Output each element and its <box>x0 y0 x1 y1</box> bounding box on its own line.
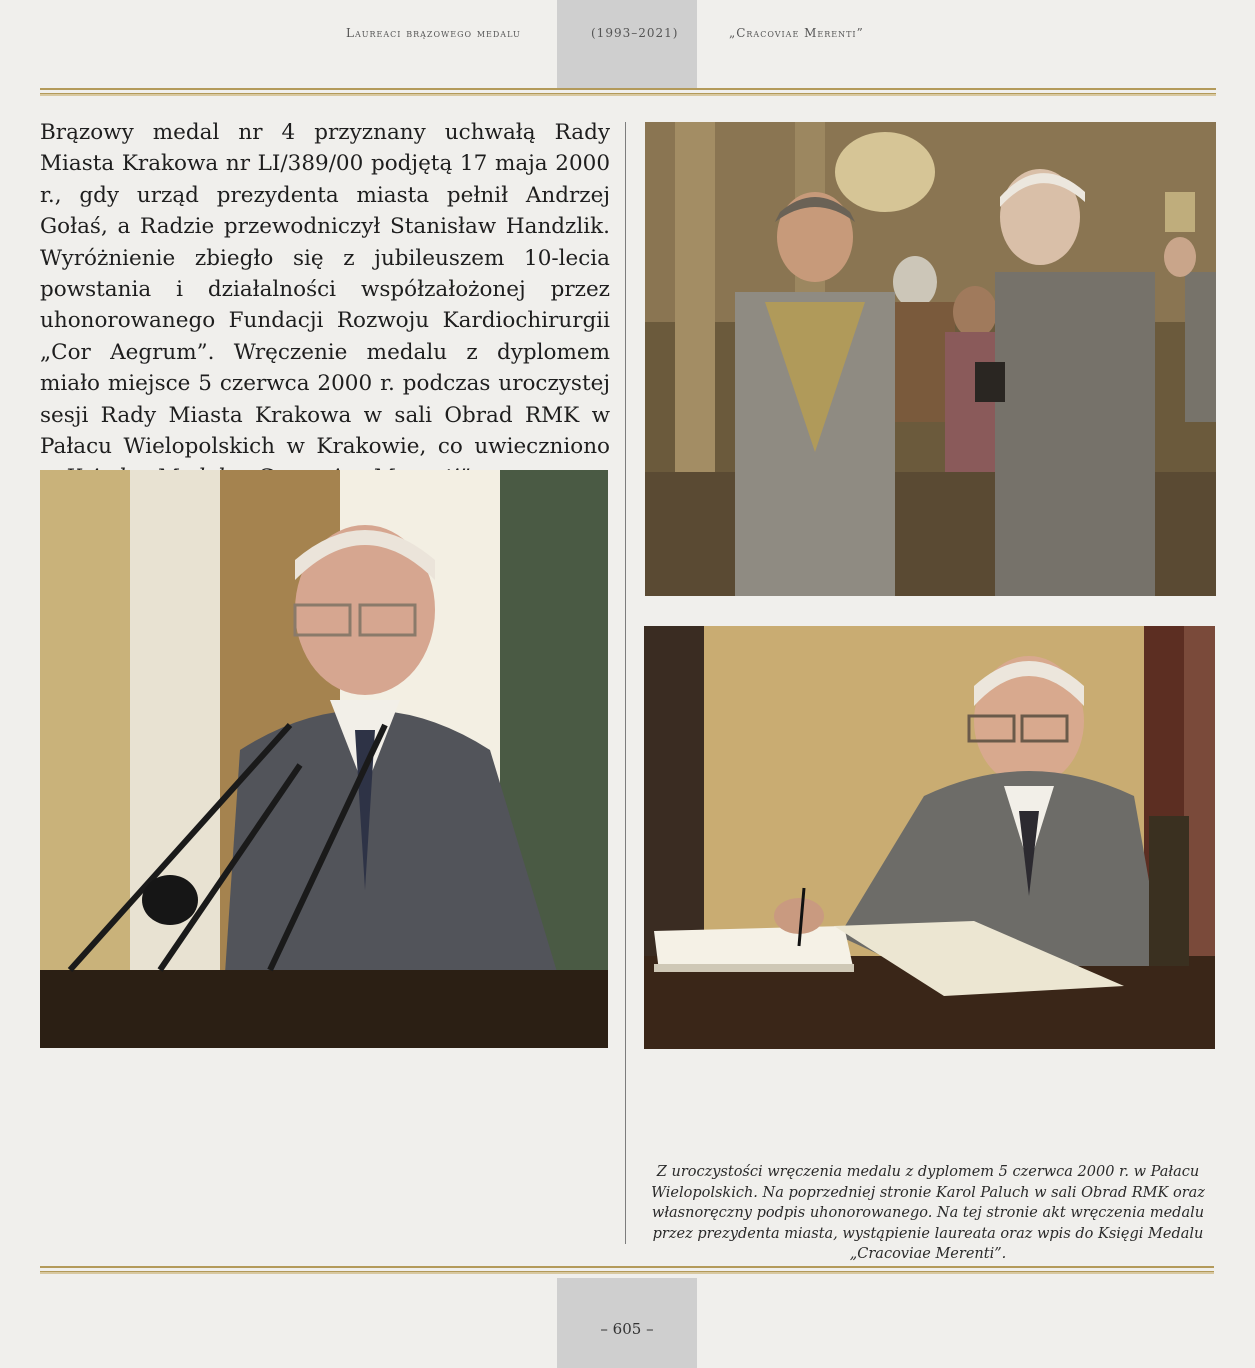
photo-medal-handover <box>645 122 1216 596</box>
photo-laureate-speech <box>40 470 608 1048</box>
running-header-right: „Cracoviae Merenti” <box>729 26 864 40</box>
bottom-gold-rule <box>40 1266 1214 1272</box>
column-divider <box>625 122 626 1244</box>
running-header-left: Laureaci brązowego medalu <box>346 26 521 40</box>
paragraph-text: Brązowy medal nr 4 przyznany uchwałą Rady Miasta Krakowa nr LI/389/00 podjętą 17 maja 2000 r., gdy urząd prezydenta miasta pełnił Andrzej Gołaś, a Radzie przewodniczył Stanisław Handzlik. Wyróżnienie zbiegło się z jubileuszem 10-lecia powstania i działalności współzałożonej przez uhonorowanego Fundacji Rozwoju Kardiochirurgii „Cor Aegrum”. Wręczenie medalu z dyplomem miało miejsce 5 czerwca 2000 r. podczas uroczystej sesji Rady Miasta Krakowa w sali Obrad RMK w Pałacu Wielopolskich w Krakowie, co uwieczniono <box>40 120 610 460</box>
photo-book-signing <box>644 626 1215 1049</box>
main-paragraph <box>40 117 610 494</box>
page-number: – 605 – <box>600 1320 654 1338</box>
photo-caption: Z uroczystości wręczenia medalu z dyplomem 5 czerwca 2000 r. w Pałacu Wielopolskich. Na poprzedniej stronie Karol Paluch w sali Obrad RMK oraz własnoręczny podpis uhonorowanego. Na tej stronie akt wręczenia medalu przez prezydenta miasta, wystąpienie laureata oraz wpis do Księgi Medalu „Cracoviae Merenti”. <box>651 1164 1205 1262</box>
running-header-center: (1993–2021) <box>591 26 679 40</box>
header-band <box>557 0 697 90</box>
top-gold-rule <box>40 88 1216 94</box>
